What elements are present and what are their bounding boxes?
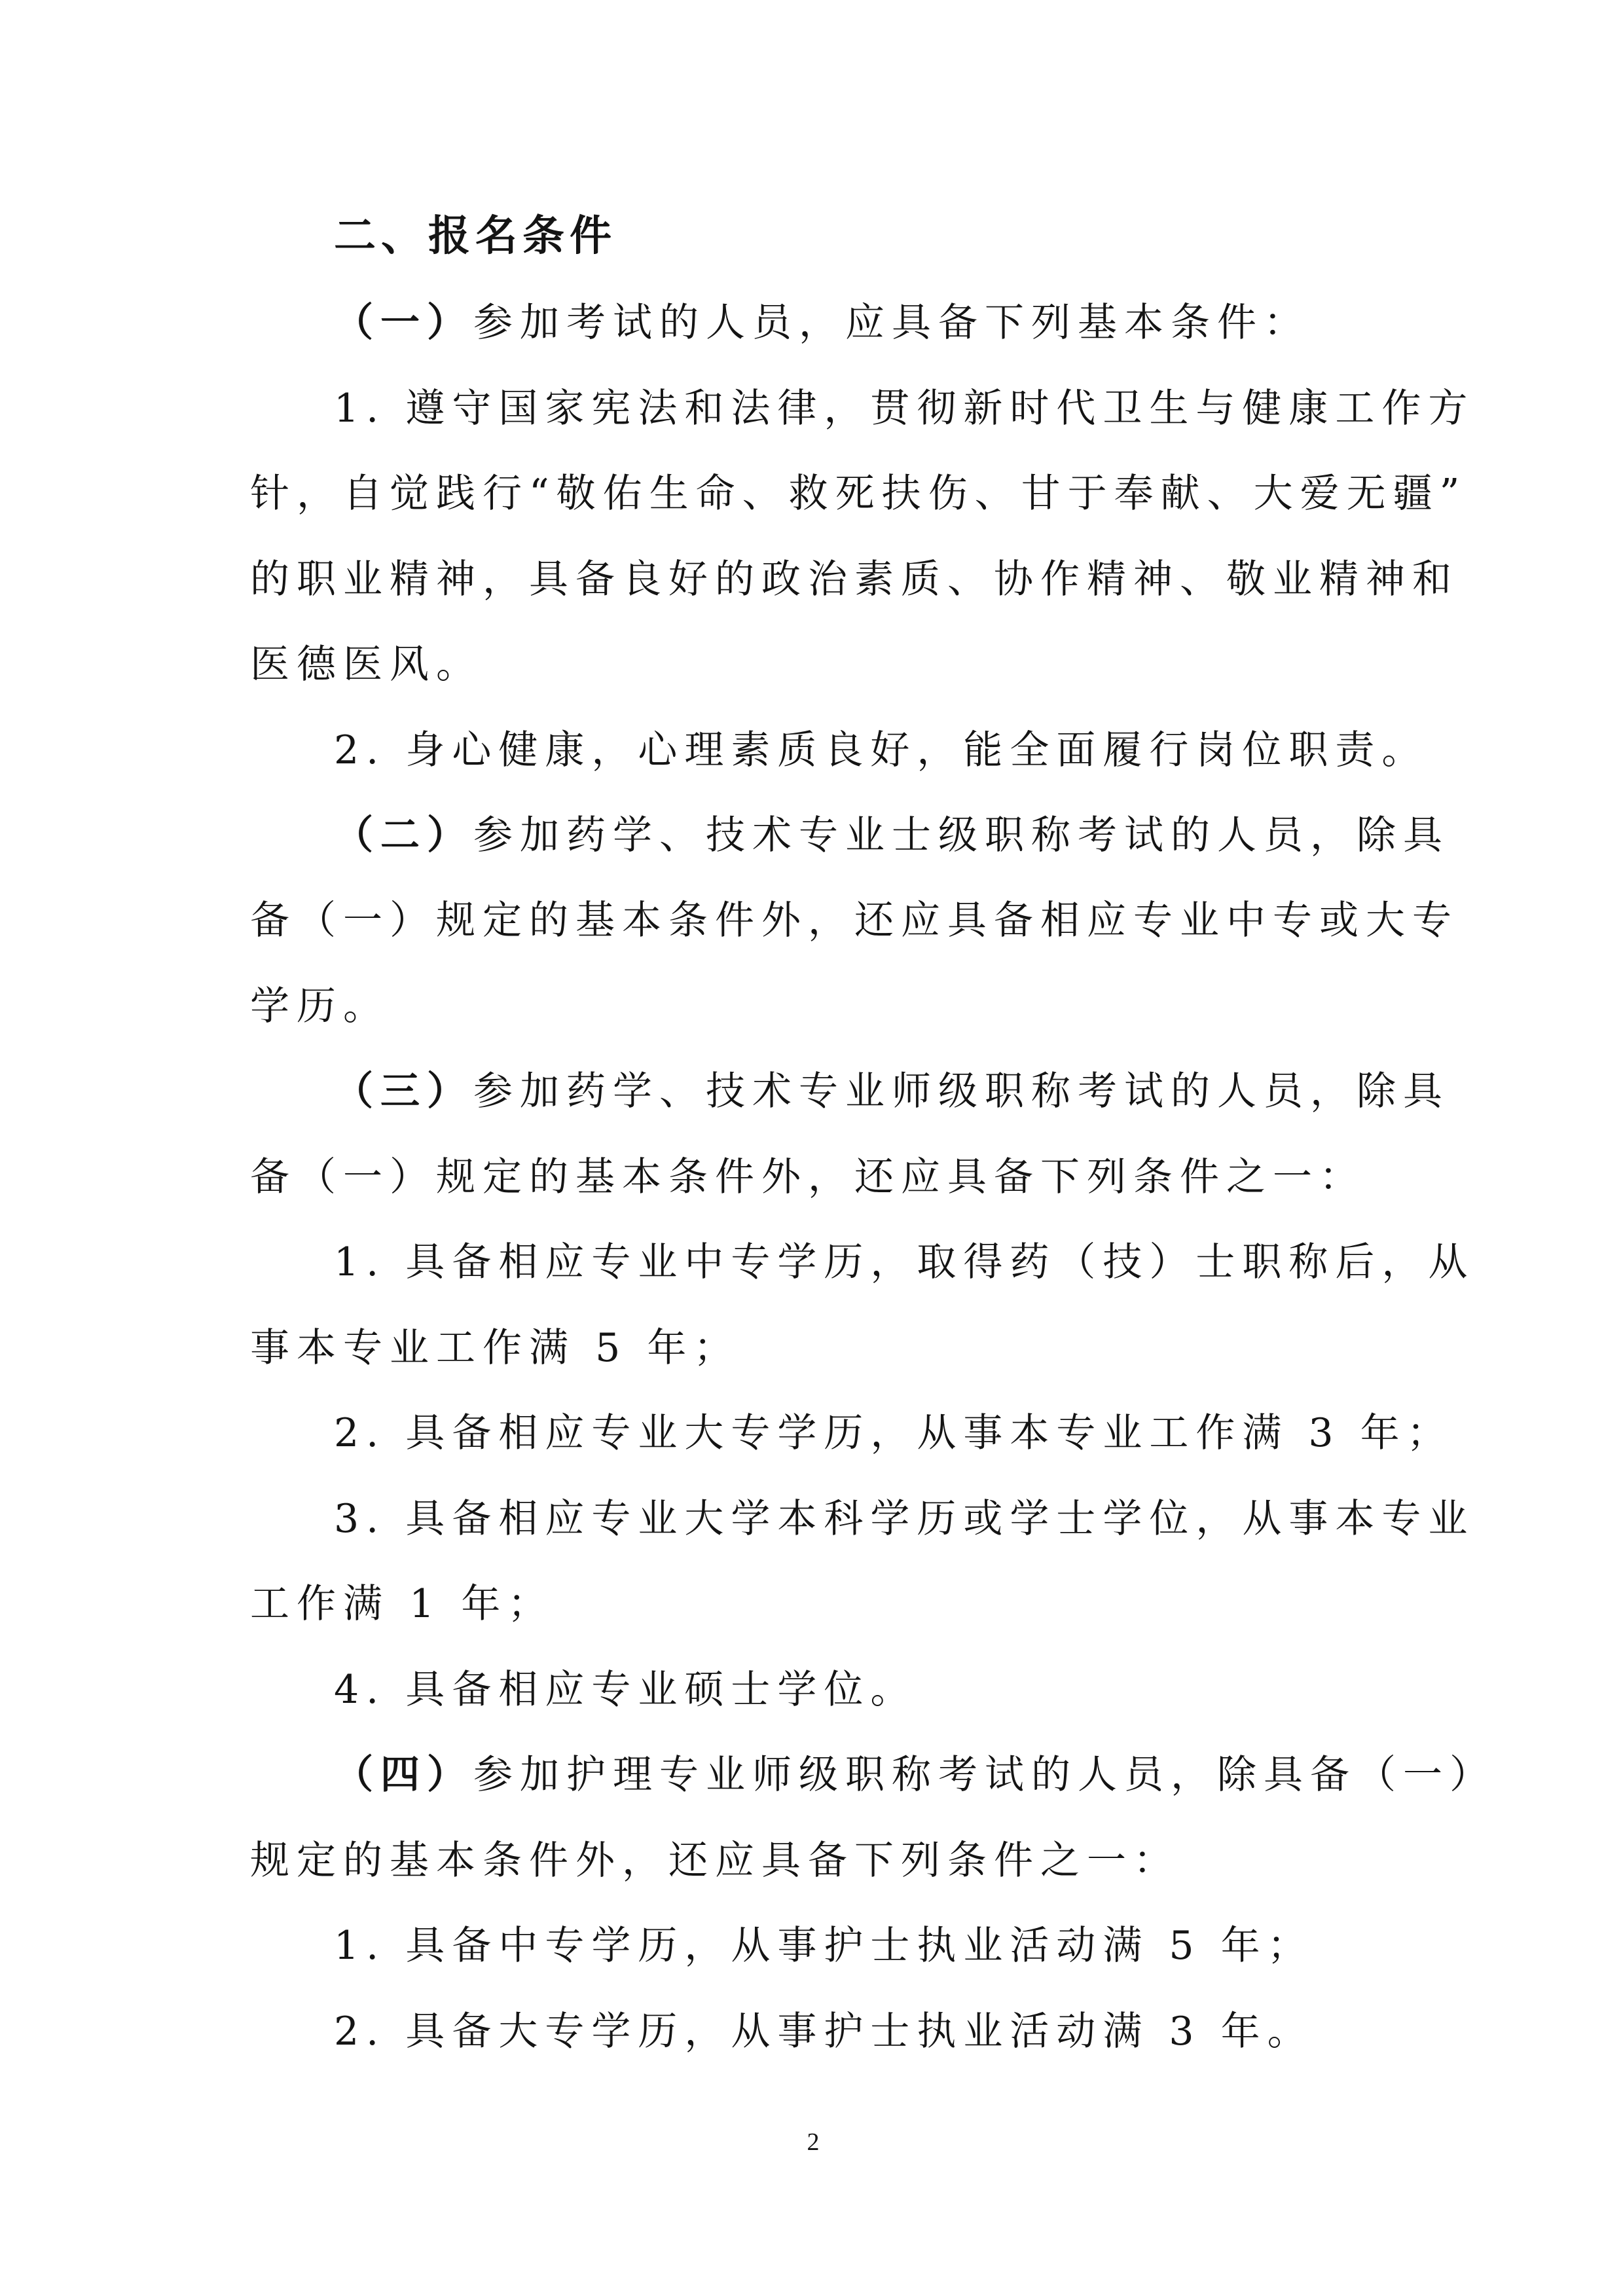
condition-3-item-3-line-2: 工作满 1 年； [250, 1581, 555, 1627]
condition-3-intro [334, 1068, 1450, 1115]
condition-2-text: 参加药学、技术专业士级职称考试的人员，除具 [473, 812, 1450, 858]
condition-4-line-2: 规定的基本条件外，还应具备下列条件之一： [250, 1838, 1180, 1884]
condition-3-item-1-line-2: 事本专业工作满 5 年； [250, 1325, 740, 1371]
condition-2-intro [334, 812, 1450, 859]
condition-2-label: （二） [334, 812, 473, 858]
condition-2-line-3: 学历。 [250, 983, 390, 1029]
condition-1-label: （一） [334, 300, 473, 346]
condition-3-item-1-line-1: 1. 具备相应专业中专学历，取得药（技）士职称后，从 [334, 1239, 1475, 1285]
condition-4-intro [334, 1751, 1496, 1798]
condition-3-item-4: 4. 具备相应专业硕士学位。 [334, 1667, 917, 1713]
condition-3-item-2: 2. 具备相应专业大专学历，从事本专业工作满 3 年； [334, 1410, 1453, 1456]
condition-1-text: 参加考试的人员，应具备下列基本条件： [473, 300, 1310, 346]
condition-3-line-2: 备（一）规定的基本条件外，还应具备下列条件之一： [250, 1154, 1366, 1200]
condition-1-item-1-line-2: 针，自觉践行“敬佑生命、救死扶伤、甘于奉献、大爱无疆” [250, 471, 1467, 517]
condition-3-label: （三） [334, 1068, 473, 1114]
condition-4-item-1: 1. 具备中专学历，从事护士执业活动满 5 年； [334, 1923, 1314, 1969]
condition-3-item-3-line-1: 3. 具备相应专业大学本科学历或学士学位，从事本专业 [334, 1496, 1475, 1542]
condition-1-item-1-line-4: 医德医风。 [250, 642, 483, 687]
condition-1-item-1-line-1: 1. 遵守国家宪法和法律，贯彻新时代卫生与健康工作方 [334, 386, 1475, 431]
page-number: 2 [807, 2128, 820, 2156]
condition-1-intro [334, 299, 1310, 346]
condition-3-text: 参加药学、技术专业师级职称考试的人员，除具 [473, 1068, 1450, 1114]
condition-4-item-2: 2. 具备大专学历，从事护士执业活动满 3 年。 [334, 2009, 1314, 2054]
condition-2-line-2: 备（一）规定的基本条件外，还应具备相应专业中专或大专 [250, 898, 1459, 943]
section-heading: 二、报名条件 [334, 212, 617, 261]
condition-4-label: （四） [334, 1752, 473, 1798]
condition-1-item-2: 2. 身心健康，心理素质良好，能全面履行岗位职责。 [334, 727, 1429, 773]
condition-1-item-1-line-3: 的职业精神，具备良好的政治素质、协作精神、敬业精神和 [250, 556, 1459, 602]
condition-4-text: 参加护理专业师级职称考试的人员，除具备（一） [473, 1752, 1496, 1798]
